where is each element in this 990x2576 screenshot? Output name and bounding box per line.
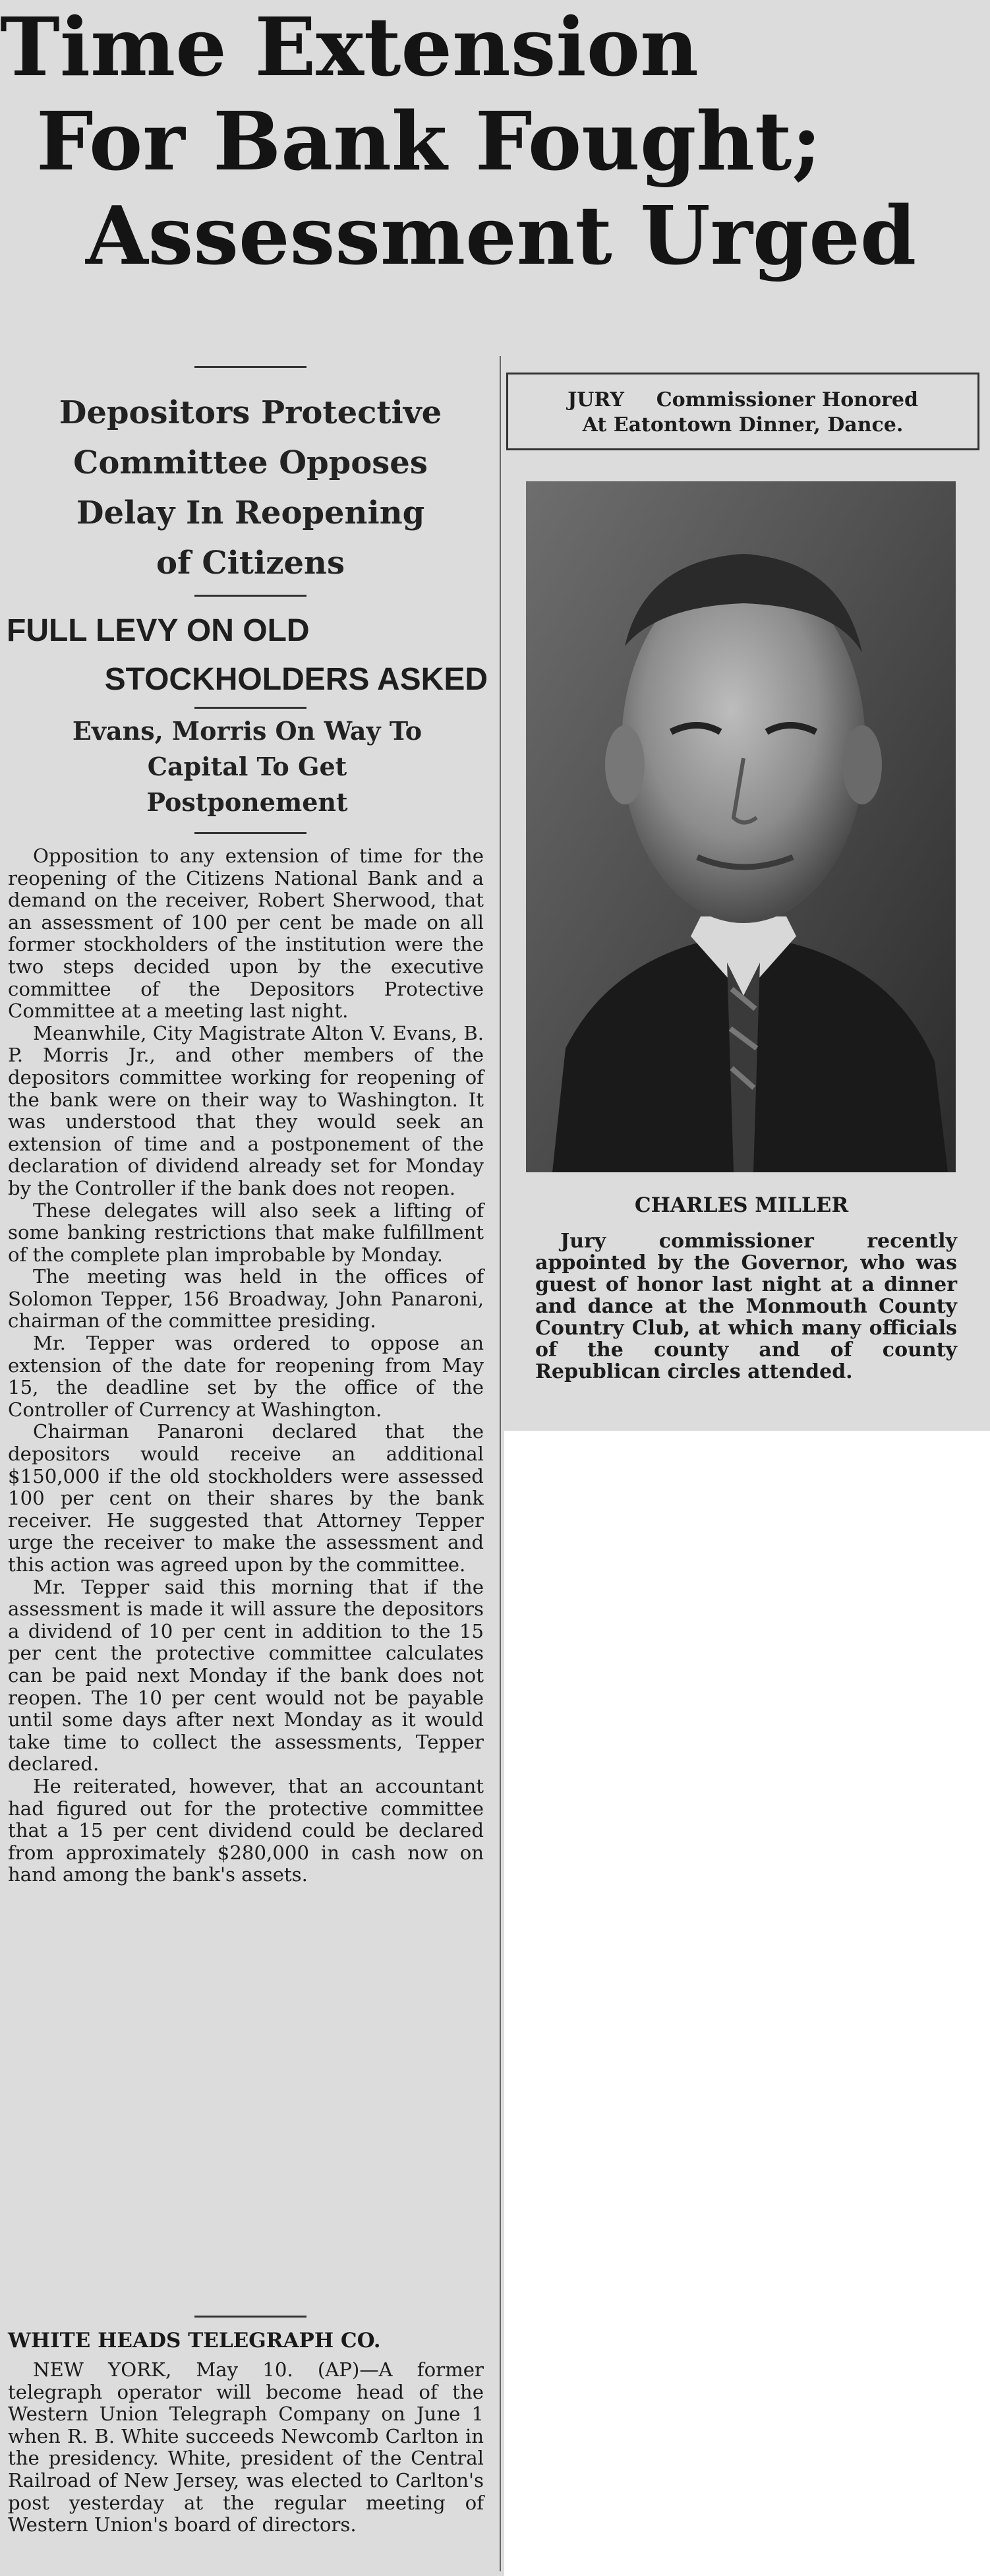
deck-rule-2 xyxy=(194,595,306,597)
first-deck-headline xyxy=(7,388,494,588)
third-deck-headline xyxy=(7,713,488,820)
portrait-photo xyxy=(526,481,956,1172)
headline-line-1: Time Extension xyxy=(0,0,699,94)
main-headline xyxy=(0,0,990,283)
second-deck-headline xyxy=(7,607,494,704)
article-paragraph: Mr. Tepper was ordered to oppose an extension of the date for reopening from May 15, the deadline set by the office of the Controller of Currency at Washington. xyxy=(8,1332,484,1421)
deck-rule-bottom xyxy=(194,832,306,834)
deck2-line-2: STOCKHOLDERS ASKED xyxy=(104,662,488,697)
deck-rule-3 xyxy=(194,707,306,709)
column-divider xyxy=(500,356,501,2571)
photo-caption-text xyxy=(535,1230,957,1383)
article-body xyxy=(8,845,484,1886)
deck1-line-2: Committee Opposes xyxy=(73,444,428,481)
deck-rule-top xyxy=(194,366,306,368)
photo-caption-name: CHARLES MILLER xyxy=(634,1193,849,1217)
article-paragraph: He reiterated, however, that an accountant had figured out for the protective committee that a 15 per cent dividend could be declared from approximately $280,000 in cash now on hand among the bank's assets. xyxy=(8,1774,484,1886)
portrait-illustration xyxy=(526,481,956,1172)
headline-line-2: For Bank Fought; xyxy=(36,94,822,189)
brief-paragraph: NEW YORK, May 10. (AP)—A former telegraph operator will become head of the Western Union Telegraph Company on June 1 when R. B. White succeeds Newcomb Carlton in the presidency. White, president of the Central Railroad of New Jersey, was elected to Carlton's post yesterday at the regular meeting of Western Union's board of directors. xyxy=(8,2358,484,2536)
box-headline-line-2: At Eatontown Dinner, Dance. xyxy=(582,413,904,436)
article-paragraph: Meanwhile, City Magistrate Alton V. Evans, B. P. Morris Jr., and other members of the depositors committee working for reopening of the bank were on their way to Washington. It was understood that they would seek an extension of time and a postponement of the declaration of dividend already set for Monday by the Controller if the bank does not reopen. xyxy=(8,1021,484,1199)
box-headline-line-1 xyxy=(508,388,977,413)
photo-caption-paragraph: Jury commissioner recently appointed by the Governor, who was guest of honor last night at a dinner and dance at the Monmouth County Country Club, at which many officials of the county and of county Republican circles attended. xyxy=(535,1230,957,1383)
sidebar-boxed-headline xyxy=(506,373,979,450)
box-headline-lead: JURY xyxy=(568,388,624,411)
headline-line-3: Assessment Urged xyxy=(86,188,917,283)
brief-rule xyxy=(194,2316,306,2318)
brief-body xyxy=(8,2359,484,2536)
deck1-line-1: Depositors Protective xyxy=(59,394,442,431)
deck3-line-3: Postponement xyxy=(146,787,348,817)
article-paragraph: Chairman Panaroni declared that the depositors would receive an additional $150,000 if the old stockholders were assessed 100 per cent on their shares by the bank receiver. He suggested that Attorney Tepper urge the receiver to make the assessment and this action was agreed upon by the committee. xyxy=(8,1420,484,1576)
box-headline-line-1-text: Commissioner Honored xyxy=(656,388,918,411)
article-paragraph: These delegates will also seek a lifting of some banking restrictions that make fulfillment of the complete plan improbable by Monday. xyxy=(8,1199,484,1266)
deck3-line-1: Evans, Morris On Way To xyxy=(72,716,422,746)
deck1-line-4: of Citizens xyxy=(156,545,345,582)
article-paragraph: The meeting was held in the offices of Solomon Tepper, 156 Broadway, John Panaroni, chairman of the committee presiding. xyxy=(8,1265,484,1333)
brief-headline: WHITE HEADS TELEGRAPH CO. xyxy=(8,2329,381,2352)
article-paragraph: Opposition to any extension of time for the reopening of the Citizens National Bank and a demand on the receiver, Robert Sherwood, that an assessment of 100 per cent be made on all former stockholders of the institution were the two steps decided upon by the executive committee of the Depositors Protective Committee at a meeting last night. xyxy=(8,845,484,1023)
deck1-line-3: Delay In Reopening xyxy=(76,494,425,531)
deck2-line-1: FULL LEVY ON OLD xyxy=(7,613,310,648)
article-paragraph: Mr. Tepper said this morning that if the assessment is made it will assure the depositors a dividend of 10 per cent in addition to the 15 per cent the protective committee calculates can be paid next Monday if the bank does not reopen. The 10 per cent would not be payable until some days after next Monday as it would take time to collect the assessments, Tepper declared. xyxy=(8,1575,484,1776)
deck3-line-2: Capital To Get xyxy=(147,752,347,781)
